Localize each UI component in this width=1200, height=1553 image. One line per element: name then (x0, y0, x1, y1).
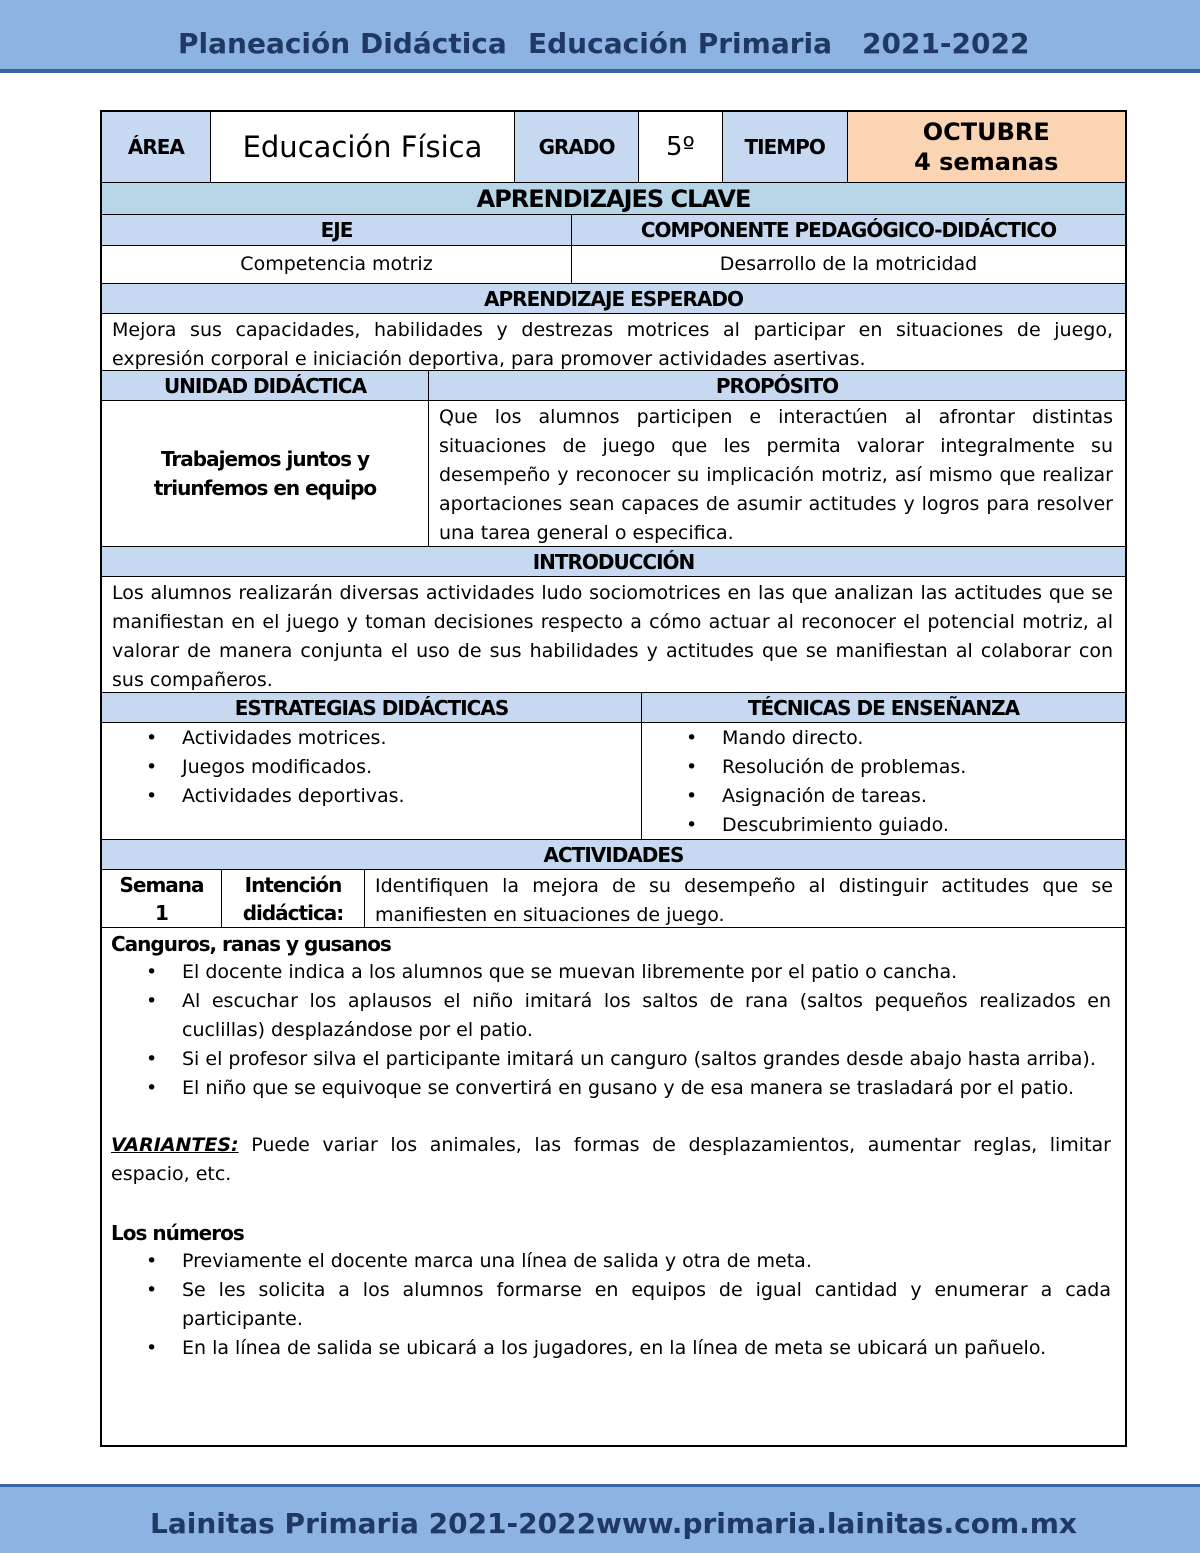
list-item: • El niño que se equivoque se convertirá en gusano y de esa manera se trasladará por el patio. (182, 1074, 1125, 1103)
tiempo-value (847, 112, 1125, 182)
area-value: Educación Física (210, 112, 514, 182)
tiempo-label: TIEMPO (722, 112, 847, 182)
tiempo-month: OCTUBRE (922, 118, 1050, 146)
list-item: • Actividades deportivas. (182, 782, 641, 811)
list-item: • El docente indica a los alumnos que se muevan libremente por el patio o cancha. (182, 958, 1125, 987)
aprendizajes-row (102, 182, 1125, 214)
actividades-header-row (102, 839, 1125, 869)
proposito-text: Que los alumnos participen e interactúen al afrontar distintas situaciones de juego que les permita valorar integralmente su desempeño y reconocer su implicación motriz, así mismo que realizar aportaciones sean capaces de asumir actitudes y logros para resolver una tarea general o especifica. (428, 401, 1125, 546)
footer-left: Lainitas Primaria 2021-2022 (150, 1507, 597, 1540)
variantes-paragraph (102, 1131, 1125, 1189)
estrategias-label: ESTRATEGIAS DIDÁCTICAS (102, 693, 641, 722)
actividades-label: ACTIVIDADES (102, 840, 1125, 869)
introduccion-label: INTRODUCCIÓN (102, 547, 1125, 576)
esperado-text: Mejora sus capacidades, habilidades y destrezas motrices al participar en situaciones de juego, expresión corporal e iniciación deportiva, para promover actividades asertivas. (112, 319, 1113, 370)
proposito-label: PROPÓSITO (428, 371, 1125, 400)
list-item: • Se les solicita a los alumnos formarse en equipos de igual cantidad y enumerar a cada participante. (182, 1276, 1125, 1334)
grado-value: 5º (638, 112, 722, 182)
unidad-body-row (102, 400, 1125, 546)
list-item: • Juegos modificados. (182, 753, 641, 782)
list-item: • Mando directo. (722, 724, 1125, 753)
unidad-header-row (102, 370, 1125, 400)
actividades-body (102, 928, 1125, 1445)
header-banner (0, 0, 1200, 73)
game2-title: Los números (111, 1221, 244, 1245)
introduccion-text-row (102, 576, 1125, 692)
semana-label: Semana (119, 872, 204, 897)
introduccion-header-row (102, 546, 1125, 576)
eje-header-row (102, 214, 1125, 245)
introduccion-text: Los alumnos realizarán diversas actividades ludo sociomotrices en las que analizan las actitudes que se manifiestan en el juego y toman decisiones respecto a cómo actuar al reconocer el potencial motriz, al valorar de manera conjunta el uso de sus habilidades y actitudes que se manifiestan al colaborar con sus compañeros. (112, 582, 1113, 691)
aprendizajes-title: APRENDIZAJES CLAVE (102, 183, 1125, 214)
list-item: • Actividades motrices. (182, 724, 641, 753)
list-item: • En la línea de salida se ubicará a los jugadores, en la línea de meta se ubicará un pañuelo. (182, 1334, 1125, 1363)
footer-url[interactable]: www.primaria.lainitas.com.mx (596, 1507, 1077, 1540)
esperado-label: APRENDIZAJE ESPERADO (102, 284, 1125, 313)
grado-label: GRADO (514, 112, 638, 182)
semana-row (102, 869, 1125, 927)
header-title: Planeación Didáctica (178, 27, 507, 60)
variantes-text: Puede variar los animales, las formas de desplazamientos, aumentar reglas, limitar espacio, etc. (111, 1134, 1111, 1185)
estrategias-body-row (102, 722, 1125, 839)
list-item: • Al escuchar los aplausos el niño imitará los saltos de rana (saltos pequeños realizados en cuclillas) desplazándose por el patio. (182, 987, 1125, 1045)
eje-value: Competencia motriz (240, 253, 433, 275)
esperado-text-row (102, 313, 1125, 370)
componente-label: COMPONENTE PEDAGÓGICO-DIDÁCTICO (571, 215, 1125, 245)
game1-list (102, 958, 1125, 1103)
tecnicas-list-cell (641, 723, 1125, 839)
list-item: • Previamente el docente marca una línea de salida y otra de meta. (182, 1247, 1125, 1276)
planning-table (100, 110, 1127, 1447)
componente-value: Desarrollo de la motricidad (571, 246, 1125, 283)
unidad-label: UNIDAD DIDÁCTICA (102, 371, 428, 400)
esperado-header-row (102, 283, 1125, 313)
list-item: • Asignación de tareas. (722, 782, 1125, 811)
estrategias-list (102, 724, 641, 811)
tecnicas-label: TÉCNICAS DE ENSEÑANZA (641, 693, 1125, 722)
game2-list (102, 1247, 1125, 1363)
info-row (102, 112, 1125, 182)
header-year: 2021-2022 (862, 27, 1030, 60)
actividades-body-row (102, 927, 1125, 1445)
estrategias-list-cell (102, 723, 641, 839)
game1-title: Canguros, ranas y gusanos (111, 932, 391, 956)
list-item: • Si el profesor silva el participante imitará un canguro (saltos grandes desde abajo hasta arriba). (182, 1045, 1125, 1074)
eje-label: EJE (102, 215, 571, 245)
semana-num: 1 (155, 900, 168, 925)
intencion-text: Identifiquen la mejora de su desempeño al distinguir actitudes que se manifiesten en situaciones de juego. (364, 870, 1125, 927)
footer-banner (0, 1484, 1200, 1553)
estrategias-header-row (102, 692, 1125, 722)
tecnicas-list (642, 724, 1125, 840)
list-item: • Resolución de problemas. (722, 753, 1125, 782)
tiempo-weeks: 4 semanas (914, 148, 1059, 176)
unidad-value: Trabajemos juntos y triunfemos en equipo (153, 446, 377, 500)
intencion-label: Intención didáctica: (221, 870, 364, 927)
list-item: • Descubrimiento guiado. (722, 811, 1125, 840)
header-level: Educación Primaria (528, 27, 833, 60)
eje-value-row (102, 245, 1125, 283)
variantes-label: VARIANTES: (111, 1134, 239, 1156)
area-label: ÁREA (102, 112, 210, 182)
semana-cell (102, 870, 221, 927)
